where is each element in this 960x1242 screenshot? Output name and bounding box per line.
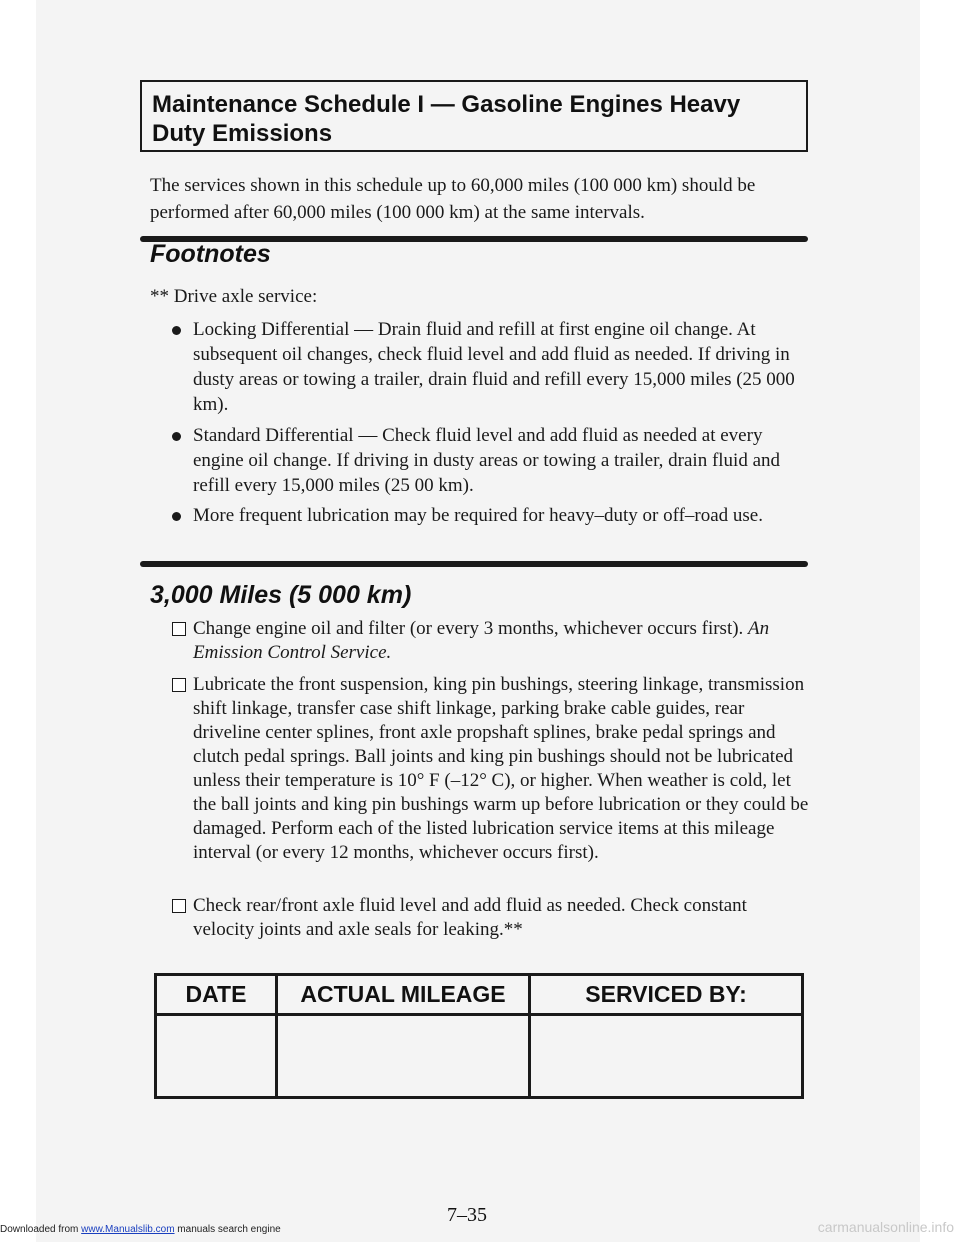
- service-item-text: Lubricate the front suspension, king pin bushings, steering linkage, transmission shift linkage, transfer case shift linkage, parking brake cable guides, rear driveline center splines, front axle propshaft splines, brake pedal springs and clutch pedal springs. Ball joints and king pin bushings should not be lubricated unless their temperature is 10° F (–12° C), or higher. When weather is cold, let the ball joints and king pin bushings warm up before lubrication or they could be damaged. Perform each of the listed lubrication service items at this mileage interval (or every 12 months, whichever occurs first).: [193, 674, 809, 863]
- footnote-item: [150, 423, 810, 498]
- bullet-icon: [172, 512, 181, 521]
- service-item-text: Check rear/front axle fluid level and add fluid as needed. Check constant velocity joints and axle seals for leaking.**: [193, 895, 747, 940]
- service-record-table: [154, 973, 804, 1099]
- footnote-item-text: Locking Differential — Drain fluid and refill at first engine oil change. At subsequent oil changes, check fluid level and add fluid as needed. If driving in dusty areas or towing a trailer, drain fluid and refill every 15,000 miles (25 000 km).: [193, 319, 795, 415]
- footnote-lead: ** Drive axle service:: [150, 286, 318, 307]
- checkbox-icon[interactable]: [172, 899, 186, 913]
- manualslib-link[interactable]: www.Manualslib.com: [81, 1224, 175, 1235]
- serviced-by-column-header: SERVICED BY:: [531, 976, 801, 1016]
- service-checklist-item: [150, 673, 810, 865]
- service-checklist-item: [150, 617, 810, 665]
- footnote-item: [150, 503, 810, 528]
- service-checklist-item: [150, 894, 810, 942]
- serviced-by-cell[interactable]: [531, 1016, 801, 1096]
- watermark-text: carmanualsonline.info: [817, 1219, 954, 1235]
- bullet-icon: [172, 326, 181, 335]
- page-number: 7–35: [447, 1204, 487, 1226]
- footnote-item: [150, 317, 810, 417]
- emission-control-note: An Emission Control Service.: [193, 618, 770, 663]
- footnote-item-text: More frequent lubrication may be required for heavy–duty or off–road use.: [193, 505, 763, 526]
- section-divider: [140, 561, 808, 567]
- checkbox-icon[interactable]: [172, 678, 186, 692]
- date-column-header: DATE: [157, 976, 278, 1016]
- date-cell[interactable]: [157, 1016, 278, 1096]
- footnotes-heading: Footnotes: [150, 240, 271, 268]
- intro-paragraph: The services shown in this schedule up to 60,000 miles (100 000 km) should be performed after 60,000 miles (100 000 km) at the same intervals.: [150, 175, 756, 223]
- service-item-text: Change engine oil and filter (or every 3 months, whichever occurs first).: [193, 618, 749, 639]
- page-title: Maintenance Schedule I — Gasoline Engines Heavy Duty Emissions: [140, 80, 808, 152]
- download-source-note: Downloaded from www.Manualslib.com manuals search engine: [0, 1224, 281, 1235]
- footnote-item-text: Standard Differential — Check fluid level and add fluid as needed at every engine oil change. If driving in dusty areas or towing a trailer, drain fluid and refill every 15,000 miles (25 00 km).: [193, 425, 781, 496]
- mileage-cell[interactable]: [278, 1016, 531, 1096]
- mileage-column-header: ACTUAL MILEAGE: [278, 976, 531, 1016]
- bullet-icon: [172, 432, 181, 441]
- checkbox-icon[interactable]: [172, 622, 186, 636]
- interval-heading: 3,000 Miles (5 000 km): [150, 581, 412, 609]
